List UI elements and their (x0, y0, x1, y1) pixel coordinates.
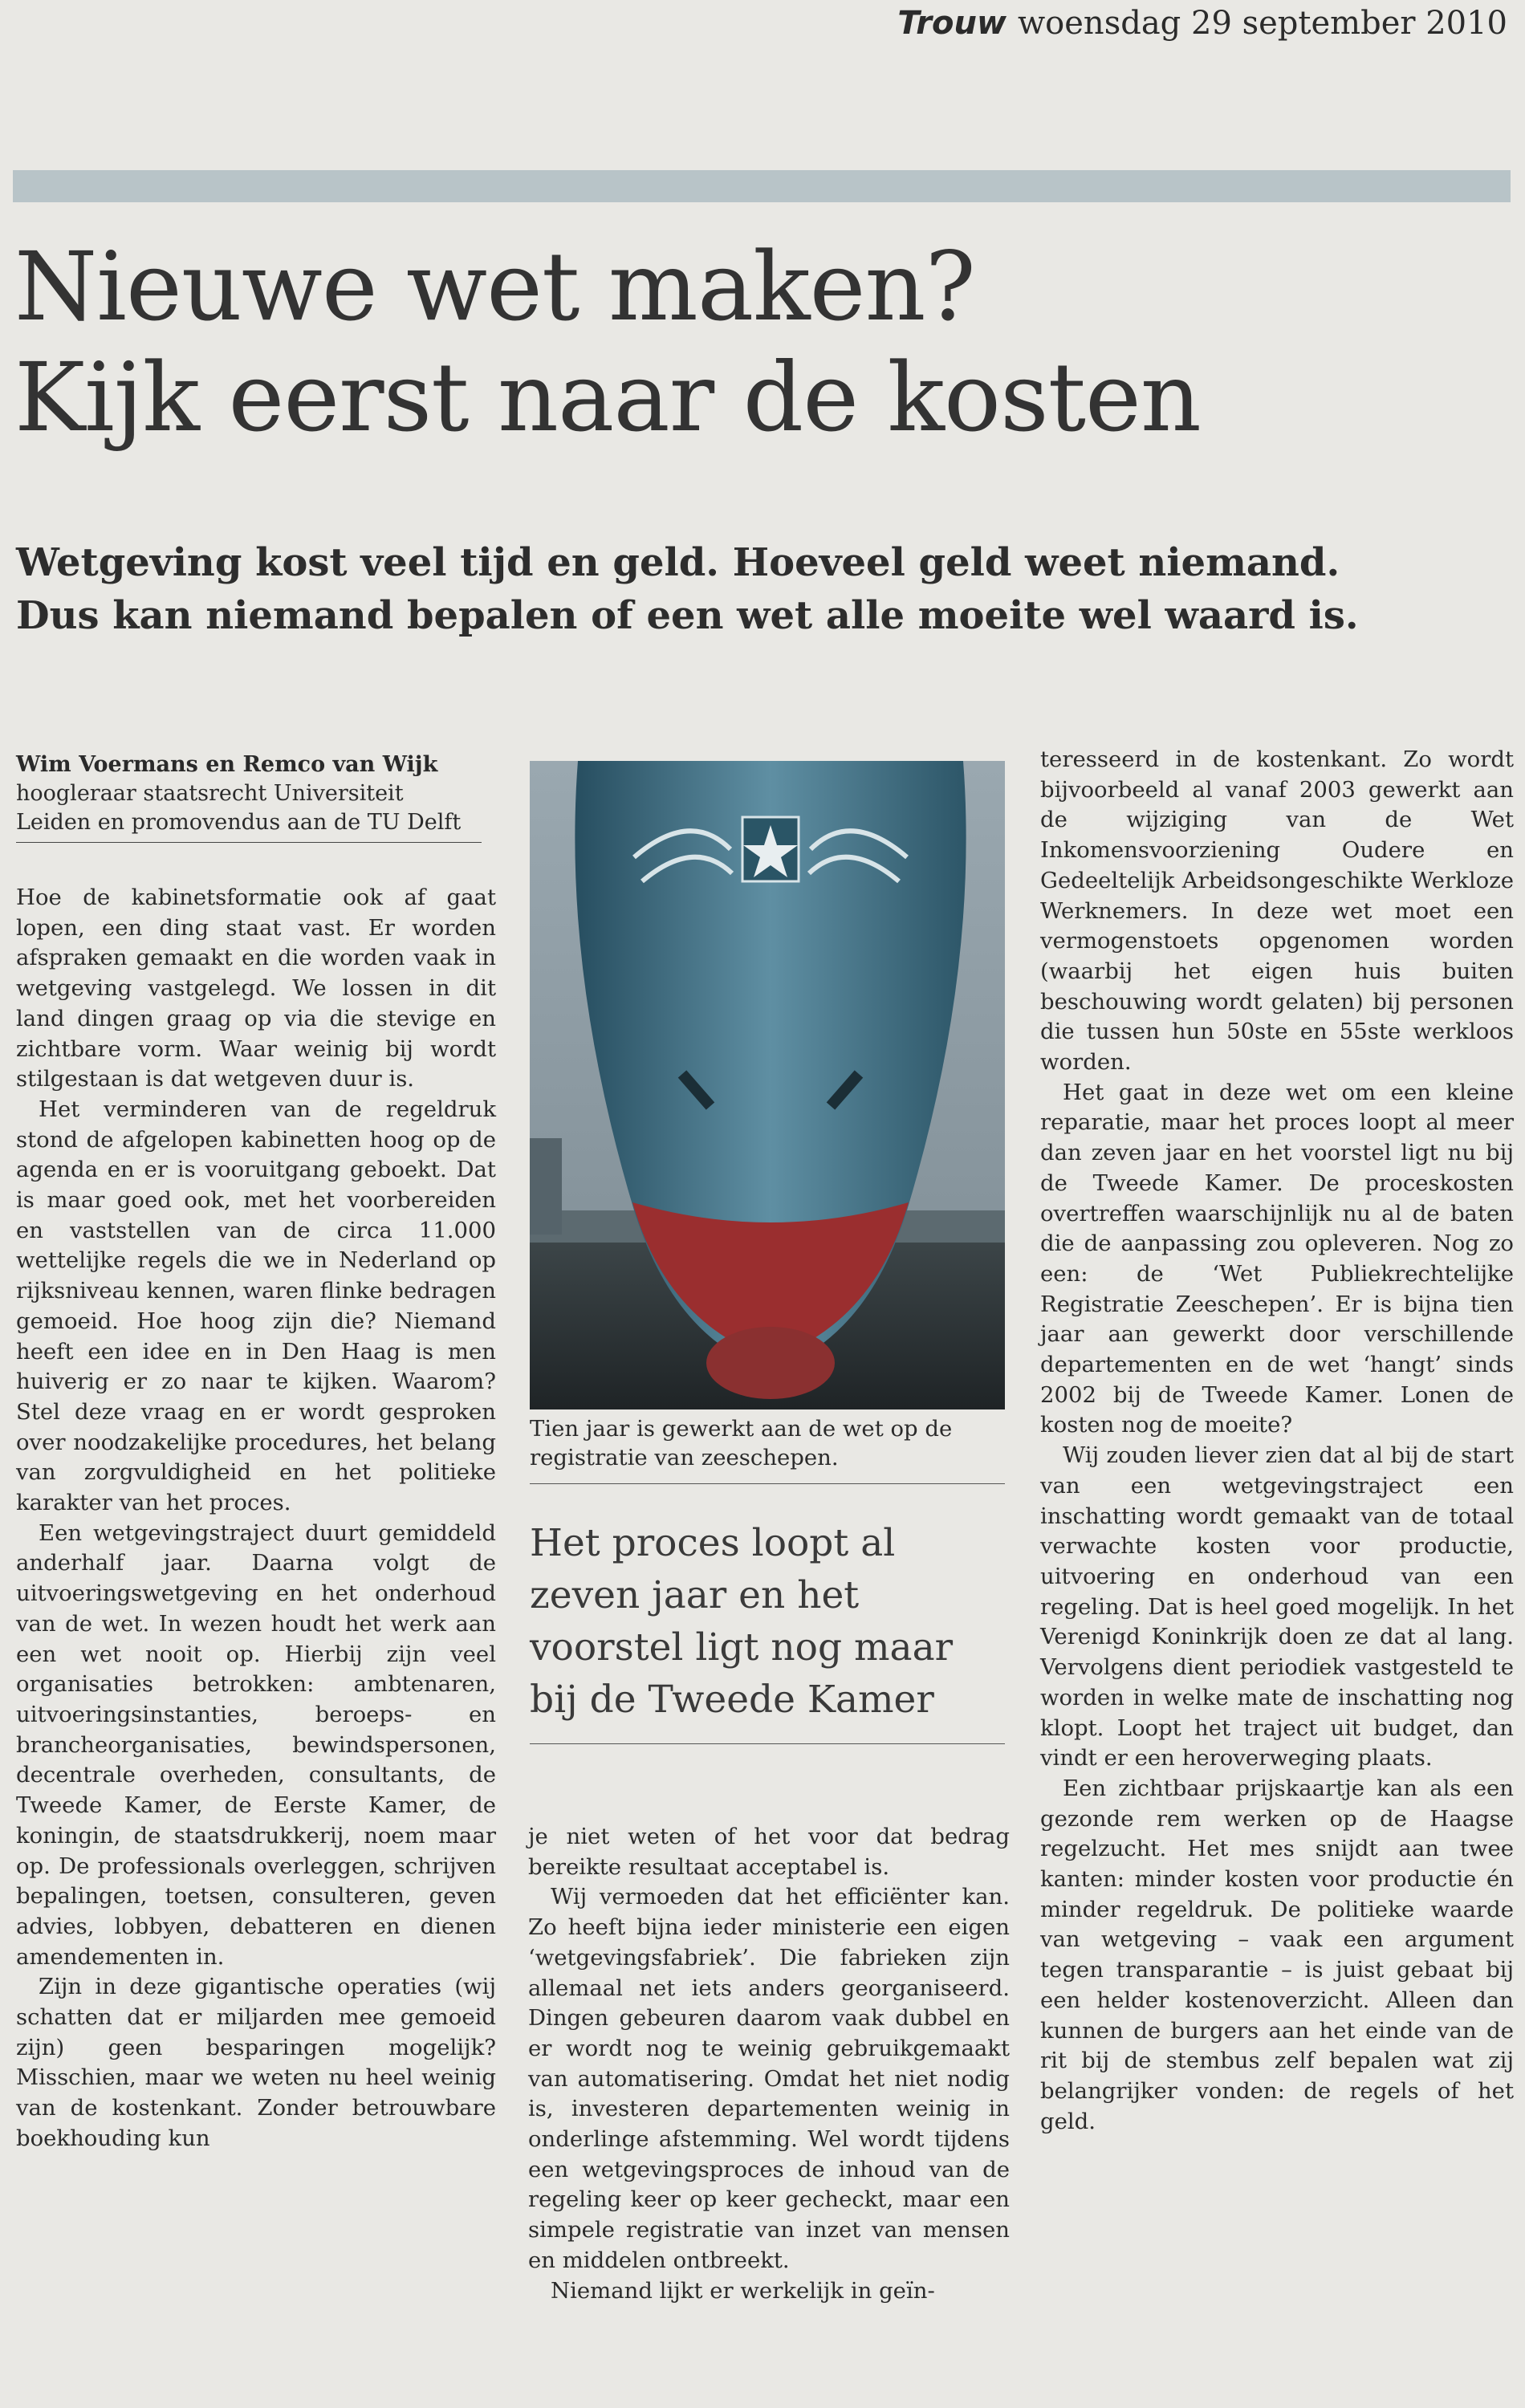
deck-line-1: Wetgeving kost veel tijd en geld. Hoeveel geld weet niemand. (16, 540, 1340, 585)
paragraph: Niemand lijkt er werkelijk in geïn- (551, 2277, 935, 2304)
paragraph: je niet weten of het voor dat bedrag bereikte resultaat acceptabel is. (528, 1824, 1010, 1880)
photo-caption: Tien jaar is gewerkt aan de wet op de registratie van zeeschepen. (530, 1414, 1005, 1484)
article-column-3 (1040, 745, 1514, 2137)
paragraph: Het verminderen van de regeldruk stond de afgelopen kabinetten hoog op de agenda en er is vooruitgang geboekt. Dat is maar goed ook, met het voorbereiden en vaststellen van de circa 11.000 wettelijke regels die we in Nederland op rijksniveau kennen, waren flinke bedragen gemoeid. Hoe hoog zijn die? Niemand heeft een idee en in Den Haag is men huiverig er zo naar te kijken. Waarom? Stel deze vraag en er wordt gesproken over noodzakelijke procedures, het belang van zorgvuldigheid en het politieke karakter van het proces. (16, 1096, 496, 1516)
masthead (897, 5, 1507, 42)
paragraph: teresseerd in de kostenkant. Zo wordt bijvoorbeeld al vanaf 2003 gewerkt aan de wijziging van de Wet Inkomensvoorziening Oudere en Gedeeltelijk Arbeidsongeschikte Werkloze Werknemers. In deze wet moet een vermogenstoets opgenomen worden (waarbij het eigen huis buiten beschouwing wordt gelaten) bij personen die tussen hun 50ste en 55ste werkloos worden. (1040, 746, 1514, 1076)
author-names: Wim Voermans en Remco van Wijk (16, 752, 438, 777)
deck (16, 536, 1509, 642)
section-rule-bar (13, 170, 1511, 202)
paragraph: Een zichtbaar prijskaartje kan als een gezonde rem werken op de Haagse regelzucht. Het mes snijdt aan twee kanten: minder kosten voor productie én minder regeldruk. De politieke waarde van wetgeving – vaak een argument tegen transparantie – is juist gebaat bij een helder kostenoverzicht. Alleen dan kunnen de burgers aan het einde van de rit bij de stembus zelf bepalen wat zij belangrijker vonden: de regels of het geld. (1040, 1775, 1514, 2134)
paragraph: Wij zouden liever zien dat al bij de start van een wetgevingstraject een inschatting wordt gemaakt van de totaal verwachte kosten voor productie, uitvoering en onderhoud van een regeling. Dat is heel goed mogelijk. In het Verenigd Koninkrijk doen ze dat al lang. Vervolgens dient periodiek vastgesteld te worden in welke mate de inschatting nog klopt. Loopt het traject uit budget, dan vindt er een heroverweging plaats. (1040, 1442, 1514, 1771)
pull-quote: Het proces loopt al zeven jaar en het voorstel ligt nog maar bij de Tweede Kamer (530, 1517, 1005, 1744)
paragraph: Wij vermoeden dat het efficiënter kan. Zo heeft bijna ieder ministerie een eigen ‘wetgevingsfabriek’. Die fabrieken zijn allemaal net iets anders georganiseerd. Dingen gebeuren daarom vaak dubbel en er wordt nog te weinig gebruikgemaakt van automatisering. Omdat het niet nodig is, investeren departementen weinig in onderlinge afstemming. Wel wordt tijdens een wetgevingsproces de inhoud van de regeling keer op keer gecheckt, maar een simpele registratie van inzet van mensen en middelen ontbreekt. (528, 1884, 1010, 2273)
publication-date: woensdag 29 september 2010 (1017, 5, 1507, 42)
paragraph: Een wetgevingstraject duurt gemiddeld anderhalf jaar. Daarna volgt de uitvoeringswetgeving en het onderhoud van de wet. In wezen houdt het werk aan een wet nooit op. Hierbij zijn veel organisaties betrokken: ambtenaren, uitvoeringsinstanties, beroeps- en brancheorganisaties, bewindspersonen, decentrale overheden, consultants, de Tweede Kamer, de Eerste Kamer, de koningin, de staatsdrukkerij, noem maar op. De professionals overleggen, schrijven bepalingen, toetsen, consulteren, geven advies, lobbyen, debatteren en dienen amendementen in. (16, 1519, 496, 1970)
paragraph: Zijn in deze gigantische operaties (wij schatten dat er miljarden mee gemoeid zijn) geen besparingen mogelijk? Misschien, maar we weten nu heel weinig van de kostenkant. Zonder betrouwbare boekhouding kun (16, 1974, 496, 2151)
ship-photo-illustration (530, 761, 1005, 1409)
headline-line-2: Kijk eerst naar de kosten (14, 342, 1201, 453)
paragraph: Hoe de kabinetsformatie ook af gaat lopen, een ding staat vast. Er worden afspraken gemaakt en die worden vaak in wetgeving vastgelegd. We lossen in dit land dingen graag op via die stevige en zichtbare vorm. Waar weinig bij wordt stilgestaan is dat wetgeven duur is. (16, 885, 496, 1092)
headline-line-1: Nieuwe wet maken? (14, 231, 975, 342)
deck-line-2: Dus kan niemand bepalen of een wet alle moeite wel waard is. (16, 593, 1359, 638)
article-column-2 (528, 1822, 1010, 2306)
ship-bow-photo (530, 761, 1005, 1409)
newspaper-brand: Trouw (897, 5, 1007, 42)
headline (14, 231, 1507, 453)
author-role: hoogleraar staatsrecht Universiteit Leiden en promovendus aan de TU Delft (16, 781, 462, 835)
byline (16, 750, 482, 843)
article-column-1 (16, 883, 496, 2154)
paragraph: Het gaat in deze wet om een kleine reparatie, maar het proces loopt al meer dan zeven jaar en het voorstel ligt nu bij de Tweede Kamer. De proceskosten overtreffen waarschijnlijk nu al de baten die de aanpassing zou opleveren. Nog zo een: de ‘Wet Publiekrechtelijke Registratie Zeeschepen’. Er is bijna tien jaar aan gewerkt door verschillende departementen en de wet ‘hangt’ sinds 2002 bij de Tweede Kamer. Lonen de kosten nog de moeite? (1040, 1079, 1514, 1438)
